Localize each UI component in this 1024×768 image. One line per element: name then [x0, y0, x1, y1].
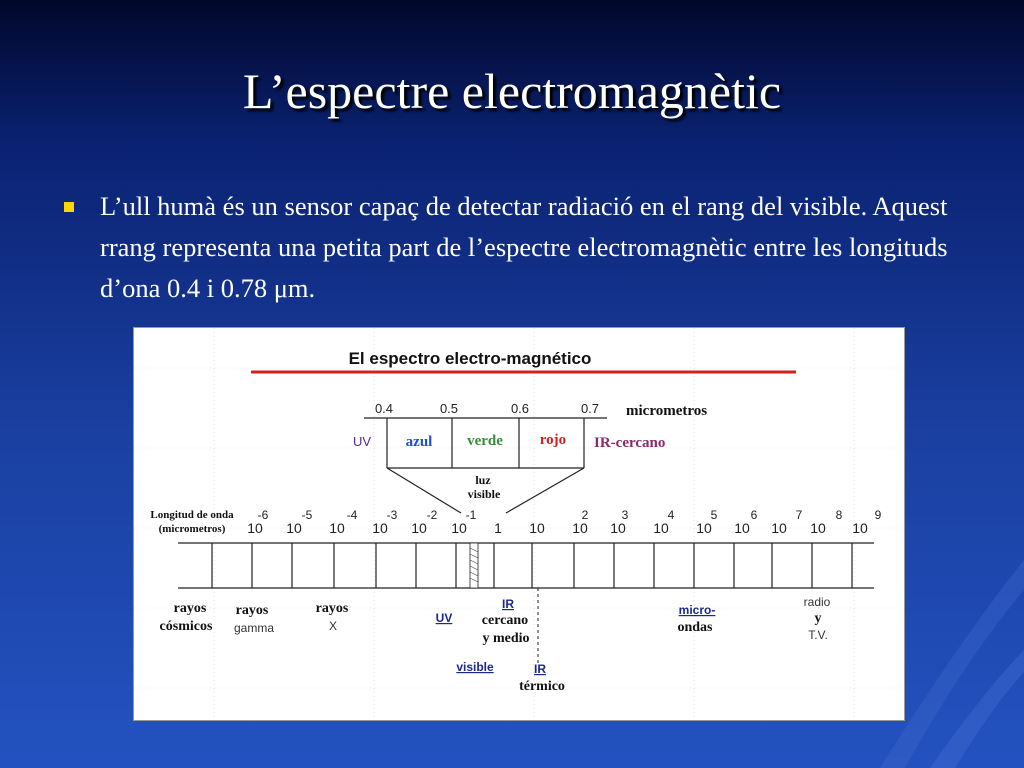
exponent-label: -2	[426, 508, 438, 522]
base-label: 10	[329, 520, 345, 536]
base-labels	[247, 520, 868, 536]
axis-label-line2: (micrometros)	[158, 523, 226, 535]
base-label: 10	[572, 520, 588, 536]
exponent-label: -5	[301, 508, 313, 522]
region-gamma-1: rayos	[235, 603, 269, 618]
region-radio-2: y	[814, 611, 822, 626]
exponent-label: 9	[874, 508, 882, 522]
spectrum-figure	[133, 327, 905, 721]
bullet-marker	[64, 202, 74, 212]
band-rojo: rojo	[539, 432, 567, 448]
region-cosmicos-1: rayos	[173, 601, 207, 616]
base-label: 10	[810, 520, 826, 536]
exponent-label: -6	[257, 508, 269, 522]
region-x-1: rayos	[315, 601, 349, 616]
bullet-text: L’ull humà és un sensor capaç de detectar radiació en el rang del visible. Aquest rrang representa una petita part de l’espectre electromagnètic entre les longituds d’ona 0.4 i 0.78 μm.	[100, 191, 948, 303]
base-label: 1	[494, 520, 502, 536]
region-ir-thermal-2: térmico	[519, 679, 565, 694]
exponent-label: -1	[465, 508, 477, 522]
region-gamma-2: gamma	[233, 621, 275, 635]
figure-title: El espectro electro-magnético	[348, 349, 592, 368]
exponent-label: -3	[386, 508, 398, 522]
ir-cercano-label-top: IR-cercano	[594, 435, 666, 451]
region-ir-near-1: IR	[502, 597, 514, 611]
region-radio-3: T.V.	[808, 628, 828, 642]
base-label: 10	[247, 520, 263, 536]
visible-tick-2: 0.5	[439, 401, 459, 416]
region-uv: UV	[435, 611, 453, 625]
luz-visible-label-1: luz	[475, 473, 491, 487]
region-radio-1: radio	[803, 595, 831, 609]
base-label: 10	[451, 520, 467, 536]
region-ir-near-2: cercano	[481, 613, 529, 628]
exponent-label: 3	[621, 508, 629, 522]
base-label: 10	[771, 520, 787, 536]
visible-tick-3: 0.6	[510, 401, 530, 416]
slide-title: L’espectre electromagnètic	[242, 63, 782, 119]
base-label: 10	[734, 520, 750, 536]
base-label: 10	[696, 520, 712, 536]
base-label: 10	[372, 520, 388, 536]
band-azul: azul	[405, 434, 433, 450]
exponent-label: 5	[710, 508, 718, 522]
band-verde: verde	[467, 433, 503, 449]
visible-tick-1: 0.4	[374, 401, 394, 416]
visible-tick-4: 0.7	[580, 401, 600, 416]
exponent-label: 2	[581, 508, 589, 522]
region-micro-2: ondas	[677, 620, 713, 635]
exponent-label: 6	[750, 508, 758, 522]
luz-visible-label-2: visible	[467, 487, 501, 501]
wavelength-scale	[178, 543, 874, 588]
base-label: 10	[411, 520, 427, 536]
base-label: 10	[529, 520, 545, 536]
uv-label-top: UV	[352, 434, 372, 449]
exponent-label: 7	[795, 508, 803, 522]
region-micro-1: micro-	[678, 603, 716, 617]
region-visible: visible	[456, 660, 494, 674]
region-ir-thermal-1: IR	[534, 662, 546, 676]
axis-label-line1: Longitud de onda	[150, 509, 234, 521]
region-x-2: X	[328, 619, 338, 633]
base-label: 10	[286, 520, 302, 536]
exponent-label: -4	[346, 508, 358, 522]
visible-unit-label: micrometros	[626, 403, 708, 419]
base-label: 10	[610, 520, 626, 536]
exponent-labels	[258, 508, 882, 522]
base-label: 10	[852, 520, 868, 536]
exponent-label: 8	[835, 508, 843, 522]
exponent-label: 4	[667, 508, 675, 522]
region-cosmicos-2: cósmicos	[159, 619, 213, 634]
region-ir-near-3: y medio	[482, 631, 530, 646]
base-label: 10	[653, 520, 669, 536]
